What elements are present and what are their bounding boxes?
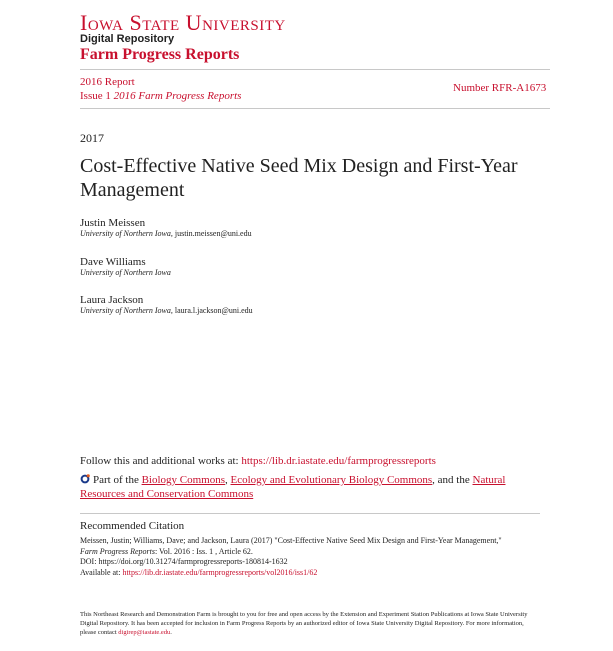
author-affiliation: University of Northern Iowa [80,268,171,277]
university-logo-text: Iowa State University [80,10,286,35]
digital-repository-label: Digital Repository [80,33,175,45]
author-name: Dave Williams [80,256,146,268]
author-affiliation: University of Northern Iowa, justin.meissen@uni.edu [80,229,252,238]
issue-series: 2016 Farm Progress Reports [113,90,242,102]
citation-line: Meissen, Justin; Williams, Dave; and Jackson, Laura (2017) "Cost-Effective Native Seed Mix Design and First-Year Management," [80,536,502,545]
series-title: Farm Progress Reports [80,46,240,63]
header-divider [80,69,550,70]
biology-commons-link[interactable]: Biology Commons [141,474,226,486]
citation-divider [80,513,540,514]
publication-year: 2017 [80,131,104,145]
citation-available: Available at: https://lib.dr.iastate.edu/farmprogressreports/vol2016/iss1/62 [80,567,318,577]
follow-label: Follow this and additional works at: [80,455,242,467]
citation-journal-line: Farm Progress Reports: Vol. 2016 : Iss. 1 , Article 62. [80,546,253,556]
report-number: Number RFR-A1673 [453,82,547,94]
footer-notice: This Northeast Research and Demonstration Farm is brought to you for free and open access by the Extension and Experiment Station Publications at Iowa State University Digital Repository. It has been accepted for inclusion in Farm Progress Reports by an authorized editor of Iowa State University Digital Repository. For more information, please contact digirep@iastate.edu. [80,611,528,636]
author-3 [80,294,253,315]
part-of-commons: Part of the Biology Commons, Ecology and Evolutionary Biology Commons, and the Natural Resources and Conservation Commons [80,474,506,500]
ecology-commons-link[interactable]: Ecology and Evolutionary Biology Commons [230,474,433,486]
citation-doi: DOI: https://doi.org/10.31274/farmprogressreports-180814-1632 [80,557,288,566]
contact-email-link[interactable]: digirep@iastate.edu [118,629,171,636]
commons-network-icon [80,474,90,484]
report-info [80,75,241,103]
citation-body [80,536,530,578]
report-line[interactable]: 2016 Report [80,76,135,88]
follow-line [80,455,436,467]
natural-resources-commons-link[interactable]: Natural Resources and Conservation Commons [80,474,506,500]
paper-title: Cost-Effective Native Seed Mix Design and First-Year Management [80,155,518,201]
citation-url[interactable]: https://lib.dr.iastate.edu/farmprogressreports/vol2016/iss1/62 [122,567,318,577]
issue-line[interactable] [80,89,241,103]
author-name: Justin Meissen [80,217,146,229]
report-divider [80,108,550,109]
author-name: Laura Jackson [80,294,144,306]
issue-prefix: Issue 1 [80,90,111,102]
author-1 [80,217,252,238]
follow-link[interactable]: https://lib.dr.iastate.edu/farmprogressreports [241,455,436,467]
author-affiliation: University of Northern Iowa, laura.l.jackson@uni.edu [80,306,253,315]
citation-heading: Recommended Citation [80,520,185,532]
author-2 [80,256,171,277]
